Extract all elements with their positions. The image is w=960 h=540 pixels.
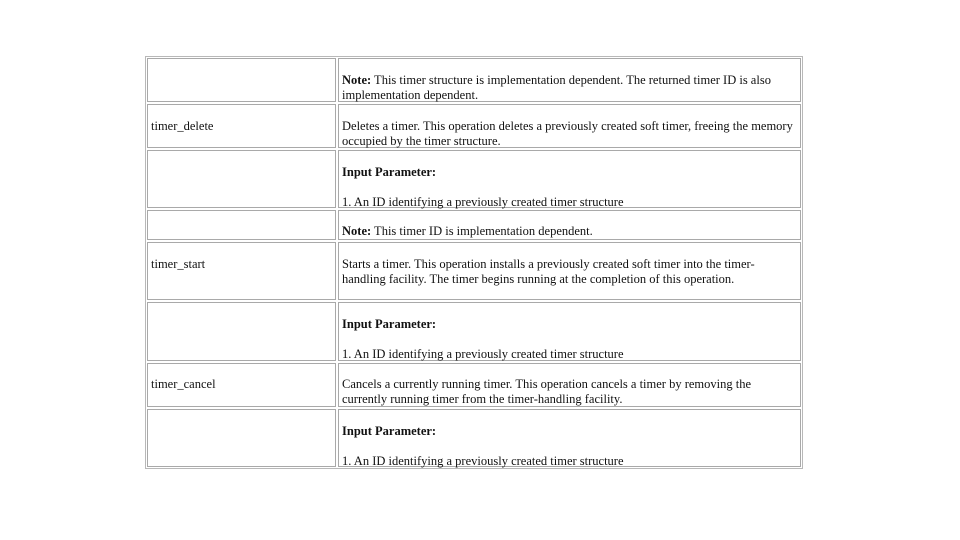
input-parameter-text: 1. An ID identifying a previously created timer structure (342, 347, 624, 361)
operation-description-cell (338, 242, 801, 300)
operation-description: Cancels a currently running timer. This operation cancels a timer by removing the currently running timer from the timer-handling facility. (342, 377, 752, 406)
table-row (146, 241, 802, 301)
operation-name-cell (147, 150, 336, 208)
table-row (146, 362, 802, 408)
table-row (146, 57, 802, 103)
note-cell (338, 58, 801, 102)
table-row (146, 301, 802, 362)
operation-name: timer_cancel (151, 377, 216, 391)
table-row (146, 149, 802, 209)
operation-name-cell (147, 409, 336, 467)
operation-name-cell (147, 363, 336, 407)
note-text: This timer structure is implementation dependent. The returned timer ID is also implementation dependent. (342, 73, 771, 102)
note-label: Note: (342, 73, 372, 87)
timer-operations-table (145, 56, 803, 469)
operation-name-cell (147, 210, 336, 240)
table-row (146, 408, 802, 468)
operation-name-cell (147, 242, 336, 300)
operation-name: timer_start (151, 257, 206, 271)
input-parameter-cell (338, 150, 801, 208)
input-parameter-cell (338, 409, 801, 467)
input-parameter-label: Input Parameter: (342, 424, 437, 438)
input-parameter-text: 1. An ID identifying a previously created timer structure (342, 195, 624, 209)
input-parameter-label: Input Parameter: (342, 165, 437, 179)
operation-description: Starts a timer. This operation installs a previously created soft timer into the timer-handling facility. The timer begins running at the completion of this operation. (342, 257, 755, 286)
table-row (146, 103, 802, 149)
operation-description-cell (338, 363, 801, 407)
input-parameter-label: Input Parameter: (342, 317, 437, 331)
note-cell (338, 210, 801, 240)
table-row (146, 209, 802, 241)
operation-name-cell (147, 58, 336, 102)
note-label: Note: (342, 224, 372, 238)
input-parameter-text: 1. An ID identifying a previously created timer structure (342, 454, 624, 468)
operation-description: Deletes a timer. This operation deletes a previously created soft timer, freeing the memory occupied by the timer structure. (342, 119, 793, 148)
note-text: This timer ID is implementation dependent. (371, 224, 593, 238)
operation-name: timer_delete (151, 119, 214, 133)
input-parameter-cell (338, 302, 801, 361)
operation-description-cell (338, 104, 801, 148)
operation-name-cell (147, 302, 336, 361)
operation-name-cell (147, 104, 336, 148)
